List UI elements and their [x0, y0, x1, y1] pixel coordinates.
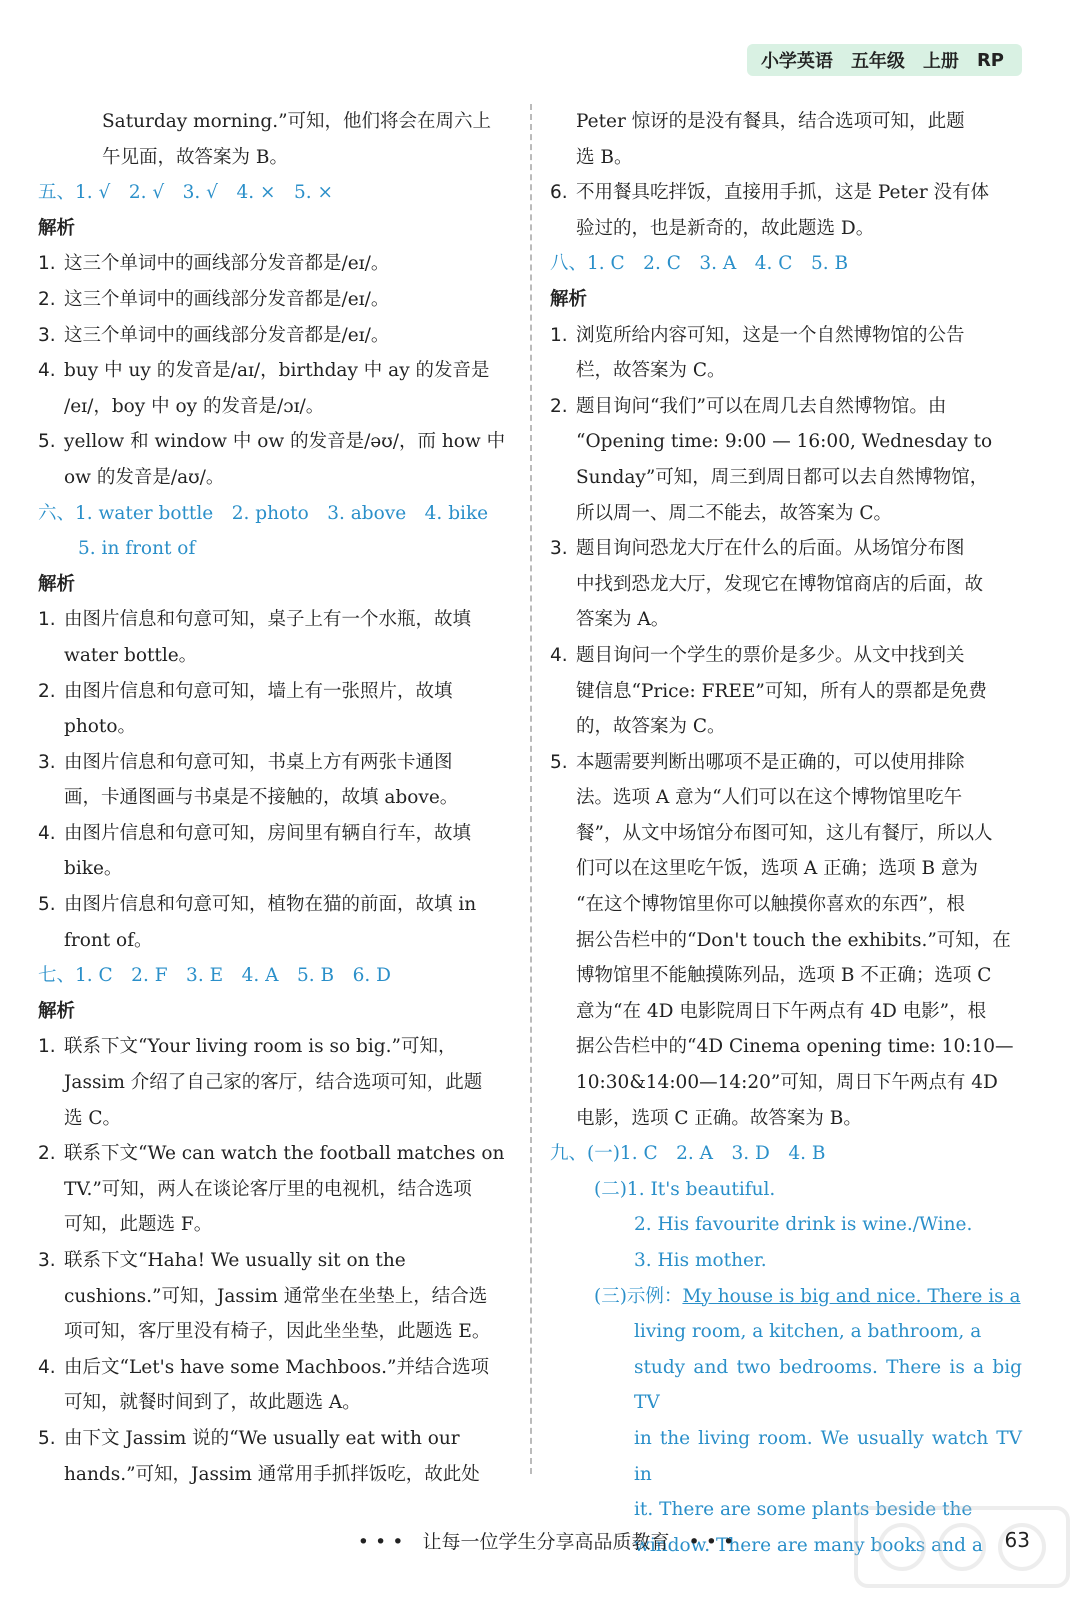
part3-example [550, 1279, 1022, 1315]
item-number: 3. [38, 324, 56, 346]
item-line: 的，故答案为 C。 [576, 716, 726, 738]
continued-line: Peter 惊讶的是没有餐具，结合选项可知，此题 [576, 111, 965, 132]
section-7-item-6 [550, 175, 1022, 246]
jiexi-heading: 解析 [38, 573, 76, 595]
item-line: 中找到恐龙大厅，发现它在博物馆商店的后面，故 [576, 573, 984, 595]
item-number: 1. [38, 1036, 56, 1058]
item-line: 由下文 Jassim 说的“We usually eat with our [64, 1427, 460, 1449]
item-text [64, 1350, 516, 1421]
list-item [38, 246, 516, 282]
item-line: 题目询问恐龙大厅在什么的后面。从场馆分布图 [576, 538, 965, 560]
item-text [64, 1029, 516, 1136]
item-number: 4. [550, 644, 568, 666]
list-item [38, 1243, 516, 1350]
right-column [550, 104, 1022, 1563]
item-line: 意为“在 4D 电影院周日下午两点有 4D 电影”，根 [576, 1000, 987, 1022]
item-line: 项可知，客厅里没有椅子，因此坐坐垫，此题选 E。 [64, 1321, 491, 1343]
item-line: 联系下文“Your living room is so big.”可知， [64, 1036, 457, 1058]
item-line: 由图片信息和句意可知，书桌上方有两张卡通图 [64, 751, 453, 773]
item-line: buy 中 uy 的发音是/aɪ/，birthday 中 ay 的发音是 [64, 360, 490, 382]
continued-line: 选 B。 [576, 146, 633, 168]
list-item [550, 175, 1022, 246]
item-line: 可知，就餐时间到了，故此题选 A。 [64, 1392, 361, 1414]
item-line: 联系下文“We can watch the football matches on [64, 1143, 505, 1165]
page-number: 63 [1004, 1528, 1030, 1552]
item-text [576, 175, 1022, 246]
item-number: 1. [38, 609, 56, 631]
part3-first-line: My house is big and nice. There is a [682, 1285, 1021, 1307]
item-number: 2. [38, 1143, 56, 1165]
item-line: 法。选项 A 意为“人们可以在这个博物馆里吃午 [576, 787, 963, 809]
item-number: 4. [38, 822, 56, 844]
item-line: 由图片信息和句意可知，房间里有辆自行车，故填 [64, 822, 472, 844]
item-line: 可知，此题选 F。 [64, 1214, 213, 1236]
item-text [64, 246, 516, 282]
list-item [38, 353, 516, 424]
item-line: 们可以在这里吃午饭，选项 A 正确；选项 B 意为 [576, 858, 978, 880]
item-line: 由图片信息和句意可知，墙上有一张照片，故填 [64, 680, 453, 702]
jiexi-heading: 解析 [38, 1000, 76, 1022]
item-number: 1. [38, 253, 56, 275]
item-line: Sunday”可知，周三到周日都可以去自然博物馆， [576, 466, 989, 488]
item-line: 浏览所给内容可知，这是一个自然博物馆的公告 [576, 324, 965, 346]
part3-line: in the living room. We usually watch TV in [634, 1427, 1022, 1485]
section-6-answers-cont: 5. in front of [78, 538, 196, 560]
item-text [64, 745, 516, 816]
part2-answer: 3. His mother. [634, 1250, 767, 1271]
item-line: 选 C。 [64, 1107, 122, 1129]
item-number: 6. [550, 182, 568, 204]
item-line: 由图片信息和句意可知，植物在猫的前面，故填 in [64, 894, 477, 916]
item-number: 2. [38, 288, 56, 310]
list-item [38, 424, 516, 495]
item-text [64, 353, 516, 424]
item-line: 联系下文“Haha! We usually sit on the [64, 1250, 406, 1271]
item-number: 3. [38, 751, 56, 773]
part3-line: window. There are many books and a [634, 1534, 983, 1556]
item-number: 5. [550, 751, 568, 773]
list-item [550, 638, 1022, 745]
list-item [38, 1029, 516, 1136]
item-line: 所以周一、周二不能去，故答案为 C。 [576, 502, 893, 524]
header-badge [747, 44, 1022, 76]
list-item [550, 389, 1022, 531]
item-text [576, 638, 1022, 745]
section-7-items [38, 1029, 516, 1492]
item-line: “Opening time: 9:00 — 16:00, Wednesday to [576, 431, 993, 453]
item-line: ow 的发音是/aʊ/。 [64, 466, 225, 488]
list-item [38, 745, 516, 816]
list-item [38, 1136, 516, 1243]
item-line: water bottle。 [64, 644, 198, 666]
item-line: 餐”，从文中场馆分布图可知，这儿有餐厅，所以人 [576, 822, 993, 844]
part3-label: (三)示例： [594, 1285, 683, 1307]
item-line: front of。 [64, 929, 153, 951]
section-6-answers: 六、1. water bottle 2. photo 3. above 4. bike [38, 502, 489, 524]
item-line: hands.”可知，Jassim 通常用手抓拌饭吃，故此处 [64, 1463, 480, 1485]
item-text [64, 674, 516, 745]
item-text [576, 745, 1022, 1137]
section-5-answers: 五、1. √ 2. √ 3. √ 4. × 5. × [38, 182, 334, 204]
item-line: 这三个单词中的画线部分发音都是/eɪ/。 [64, 253, 390, 275]
item-line: 由后文“Let's have some Machboos.”并结合选项 [64, 1356, 490, 1378]
item-line: 博物馆里不能触摸陈列品，选项 B 不正确；选项 C [576, 965, 992, 987]
item-number: 4. [38, 1356, 56, 1378]
item-line: /eɪ/，boy 中 oy 的发音是/ɔɪ/。 [64, 395, 325, 417]
subject-label: 小学英语 [760, 51, 833, 72]
item-text [64, 424, 516, 495]
list-item [38, 1350, 516, 1421]
list-item [38, 282, 516, 318]
edition-label: RP [976, 49, 1004, 71]
part3-line: it. There are some plants beside the [634, 1499, 973, 1521]
item-number: 5. [38, 1427, 56, 1449]
list-item [38, 816, 516, 887]
section-9-answers: 九、(一)1. C 2. A 3. D 4. B [550, 1143, 826, 1165]
item-line: 这三个单词中的画线部分发音都是/eɪ/。 [64, 288, 390, 310]
list-item [38, 318, 516, 354]
item-number: 5. [38, 894, 56, 916]
section-8-items [550, 318, 1022, 1137]
item-number: 2. [38, 680, 56, 702]
section-7-answers: 七、1. C 2. F 3. E 4. A 5. B 6. D [38, 965, 391, 987]
item-text [64, 1421, 516, 1492]
item-number: 5. [38, 431, 56, 453]
item-line: 本题需要判断出哪项不是正确的，可以使用排除 [576, 751, 965, 773]
list-item [38, 674, 516, 745]
item-line: TV.”可知，两人在谈论客厅里的电视机，结合选项 [64, 1178, 472, 1200]
item-line: 画，卡通图画与书桌是不接触的，故填 above。 [64, 787, 459, 809]
item-text [64, 318, 516, 354]
volume-label: 上册 [922, 51, 959, 72]
jiexi-heading: 解析 [550, 288, 588, 310]
item-line: “在这个博物馆里你可以触摸你喜欢的东西”，根 [576, 894, 965, 916]
grade-label: 五年级 [850, 51, 905, 72]
item-line: Jassim 介绍了自己家的客厅，结合选项可知，此题 [64, 1072, 483, 1094]
part2-answer: (二)1. It's beautiful. [594, 1178, 776, 1200]
list-item [550, 745, 1022, 1137]
item-text [576, 389, 1022, 531]
list-item [38, 602, 516, 673]
list-item [550, 531, 1022, 638]
item-text [64, 602, 516, 673]
continued-line: 午见面，故答案为 B。 [102, 146, 288, 168]
part2-answer: 2. His favourite drink is wine./Wine. [634, 1214, 973, 1236]
section-8-answers: 八、1. C 2. C 3. A 4. C 5. B [550, 253, 849, 275]
continued-line: Saturday morning.”可知，他们将会在周六上 [102, 111, 492, 132]
item-line: 据公告栏中的“4D Cinema opening time: 10:10— [576, 1036, 1014, 1058]
item-line: 题目询问“我们”可以在周几去自然博物馆。由 [576, 395, 947, 417]
item-line: cushions.”可知，Jassim 通常坐在坐垫上，结合选 [64, 1285, 488, 1307]
item-number: 3. [38, 1250, 56, 1271]
list-item [550, 318, 1022, 389]
footer-slogan: • • • 让每一位学生分享高品质教育 • • • [357, 1531, 735, 1553]
item-number: 4. [38, 360, 56, 382]
section-5-items [38, 246, 516, 495]
item-text [64, 1136, 516, 1243]
item-line: bike。 [64, 858, 123, 880]
item-line: 这三个单词中的画线部分发音都是/eɪ/。 [64, 324, 390, 346]
part3-line: study and two bedrooms. There is a big TV [634, 1356, 1022, 1414]
left-column [38, 104, 516, 1492]
item-number: 2. [550, 395, 568, 417]
item-text [64, 887, 516, 958]
item-line: yellow 和 window 中 ow 的发音是/əʊ/，而 how 中 [64, 431, 506, 453]
item-line: 据公告栏中的“Don't touch the exhibits.”可知，在 [576, 929, 1011, 951]
item-line: 栏，故答案为 C。 [576, 360, 726, 382]
item-line: 验过的，也是新奇的，故此题选 D。 [576, 217, 875, 239]
item-text [576, 318, 1022, 389]
item-text [64, 282, 516, 318]
item-text [64, 816, 516, 887]
list-item [38, 1421, 516, 1492]
list-item [38, 887, 516, 958]
item-line: 10:30&14:00—14:20”可知，周日下午两点有 4D [576, 1072, 998, 1094]
item-line: photo。 [64, 716, 136, 738]
item-line: 键信息“Price: FREE”可知，所有人的票都是免费 [576, 680, 987, 702]
item-line: 由图片信息和句意可知，桌子上有一个水瓶，故填 [64, 609, 472, 631]
section-6-items [38, 602, 516, 958]
item-line: 答案为 A。 [576, 609, 670, 631]
item-line: 不用餐具吃拌饭，直接用手抓，这是 Peter 没有体 [576, 182, 990, 204]
item-text [576, 531, 1022, 638]
item-number: 1. [550, 324, 568, 346]
item-text [64, 1243, 516, 1350]
watermark-logo [852, 1502, 1072, 1592]
jiexi-heading: 解析 [38, 217, 76, 239]
item-line: 电影，选项 C 正确。故答案为 B。 [576, 1107, 862, 1129]
item-number: 3. [550, 538, 568, 560]
column-divider [530, 104, 532, 1474]
item-line: 题目询问一个学生的票价是多少。从文中找到关 [576, 644, 965, 666]
part3-line: living room, a kitchen, a bathroom, a [634, 1321, 982, 1343]
